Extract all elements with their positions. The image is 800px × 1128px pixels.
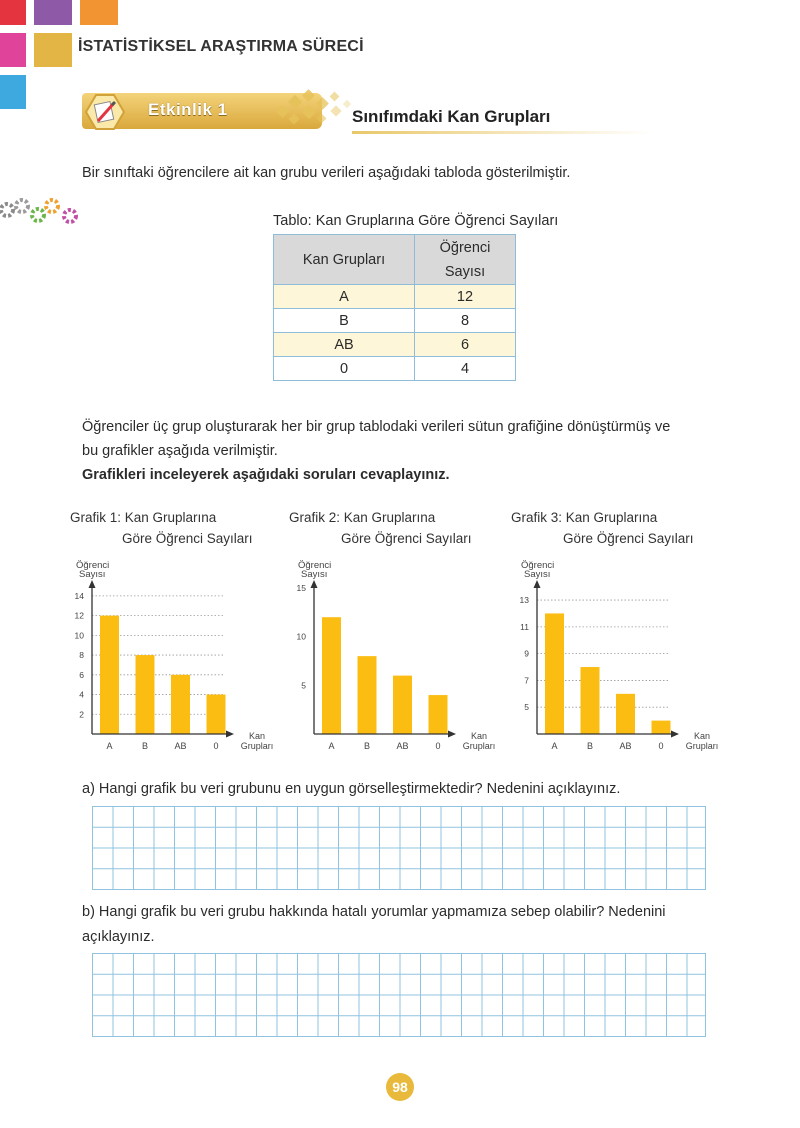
x-tick-label: AB	[619, 741, 632, 751]
chart-title-3	[511, 507, 694, 549]
table-header-group: Kan Grupları	[274, 235, 415, 285]
x-tick-label: A	[106, 741, 113, 751]
y-tick-label: 15	[296, 583, 306, 593]
table-cell-count: 6	[415, 333, 516, 357]
activity-label: Etkinlik 1	[148, 100, 228, 119]
chart-title-1	[70, 507, 253, 549]
x-axis-arrow-icon	[226, 731, 234, 738]
activity-title: Sınıfımdaki Kan Grupları	[352, 107, 551, 126]
y-axis-label-line1: Öğrenci	[298, 560, 332, 571]
y-tick-label: 5	[524, 702, 529, 713]
activity-banner	[82, 93, 652, 137]
corner-square-gold	[34, 33, 72, 67]
bar-0	[207, 695, 226, 734]
x-axis-label-line2: Grupları	[462, 741, 496, 751]
bar-b	[581, 667, 600, 734]
corner-square-red	[0, 0, 26, 25]
x-tick-label: 0	[435, 741, 441, 751]
table-cell-group: AB	[274, 333, 415, 357]
table-cell-group: 0	[274, 357, 415, 381]
chart-title-2-line1: Grafik 2: Kan Gruplarına	[289, 510, 436, 525]
activity-underline	[352, 131, 652, 134]
x-tick-label: 0	[213, 741, 219, 751]
question-b-line1: b) Hangi grafik bu veri grubu hakkında hatalı yorumlar yapmamıza sebep olabilir? Nedenini	[82, 904, 666, 920]
y-axis-arrow-icon	[534, 580, 541, 588]
table-caption: Tablo: Kan Gruplarına Göre Öğrenci Sayıları	[273, 213, 559, 229]
table-header-count	[415, 235, 516, 285]
table-cell-count: 8	[415, 309, 516, 333]
y-tick-label: 12	[74, 610, 84, 621]
corner-square-purple	[34, 0, 72, 25]
x-tick-label: A	[328, 741, 335, 751]
x-tick-label: B	[586, 741, 594, 751]
corner-square-pink	[0, 33, 26, 67]
x-tick-label: A	[551, 741, 558, 751]
corner-square-orange	[80, 0, 118, 25]
bar-0	[429, 695, 448, 734]
table-cell-count: 4	[415, 357, 516, 381]
chart-title-1-line1: Grafik 1: Kan Gruplarına	[70, 510, 217, 525]
table-header-count-line1: Öğrenci	[439, 239, 491, 256]
x-axis-label-line1: Kan	[470, 731, 488, 741]
bar-b	[136, 655, 155, 734]
y-tick-label: 4	[79, 689, 84, 700]
bar-ab	[171, 675, 190, 734]
table-header-row	[274, 235, 516, 285]
y-tick-label: 13	[519, 595, 529, 606]
x-axis-label-line1: Kan	[693, 731, 711, 741]
corner-square-blue	[0, 75, 26, 109]
x-tick-label: AB	[396, 741, 409, 751]
x-axis-arrow-icon	[671, 731, 679, 738]
y-tick-label: 7	[524, 675, 529, 686]
x-axis-label-line2: Grupları	[240, 741, 274, 751]
y-tick-label: 8	[79, 650, 84, 661]
table-row	[274, 285, 516, 309]
y-axis-label-line2: Sayısı	[301, 569, 328, 580]
intro-text: Bir sınıftaki öğrencilere ait kan grubu verileri aşağıdaki tabloda gösterilmiştir.	[82, 165, 571, 181]
x-tick-label: B	[363, 741, 371, 751]
bar-a	[545, 613, 564, 734]
x-axis-arrow-icon	[448, 731, 456, 738]
table-cell-group: A	[274, 285, 415, 309]
question-a: a) Hangi grafik bu veri grubunu en uygun görselleştirmektedir? Nedenini açıklayınız.	[82, 781, 621, 797]
body-text-line1: Öğrenciler üç grup oluşturarak her bir grup tablodaki verileri sütun grafiğine dönüştürmüş ve	[82, 419, 671, 435]
answer-grid-a[interactable]	[92, 806, 706, 890]
diamond-pattern-icon	[268, 85, 358, 133]
answer-grid-b[interactable]	[92, 953, 706, 1037]
question-b-line2: açıklayınız.	[82, 929, 155, 945]
chart-title-2	[289, 507, 472, 549]
y-tick-label: 2	[79, 709, 84, 720]
table-row	[274, 333, 516, 357]
y-tick-label: 10	[296, 631, 306, 642]
y-axis-arrow-icon	[311, 580, 318, 588]
pencil-paper-icon	[84, 91, 126, 133]
x-axis-label-line1: Kan	[248, 731, 266, 741]
chart-title-3-line1: Grafik 3: Kan Gruplarına	[511, 510, 658, 525]
instruction-text: Grafikleri inceleyerek aşağıdaki soruları cevaplayınız.	[82, 467, 450, 483]
bar-a	[100, 616, 119, 734]
y-tick-label: 14	[74, 590, 84, 601]
x-tick-label: AB	[174, 741, 187, 751]
y-axis-label-line1: Öğrenci	[521, 560, 555, 571]
bar-chart-2	[282, 556, 514, 756]
y-tick-label: 5	[301, 680, 306, 691]
bar-b	[358, 656, 377, 734]
bar-a	[322, 617, 341, 734]
y-axis-label-line2: Sayısı	[524, 569, 551, 580]
table-row	[274, 357, 516, 381]
bar-chart-3	[505, 556, 737, 756]
y-tick-label: 11	[520, 621, 529, 632]
y-axis-arrow-icon	[89, 580, 96, 588]
section-title: İSTATİSTİKSEL ARAŞTIRMA SÜRECİ	[78, 38, 364, 55]
chart-title-2-line2: Göre Öğrenci Sayıları	[341, 531, 472, 546]
table-cell-count: 12	[415, 285, 516, 309]
y-tick-label: 9	[524, 648, 529, 659]
bar-ab	[393, 676, 412, 734]
x-tick-label: 0	[658, 741, 664, 751]
chart-title-1-line2: Göre Öğrenci Sayıları	[122, 531, 253, 546]
y-axis-label-line1: Öğrenci	[76, 560, 110, 571]
x-axis-label-line2: Grupları	[685, 741, 719, 751]
page-number: 98	[386, 1073, 414, 1101]
body-text-line2: bu grafikler aşağıda verilmiştir.	[82, 443, 278, 459]
table-row	[274, 309, 516, 333]
gears-icon	[0, 196, 84, 234]
table-header-count-line2: Sayısı	[444, 263, 486, 280]
y-tick-label: 6	[79, 669, 84, 680]
table-cell-group: B	[274, 309, 415, 333]
bar-0	[652, 721, 671, 734]
bar-chart-1	[60, 556, 292, 756]
bar-ab	[616, 694, 635, 734]
y-tick-label: 10	[74, 630, 84, 641]
chart-title-3-line2: Göre Öğrenci Sayıları	[563, 531, 694, 546]
x-tick-label: B	[141, 741, 149, 751]
y-axis-label-line2: Sayısı	[79, 569, 106, 580]
blood-group-table	[273, 234, 516, 381]
